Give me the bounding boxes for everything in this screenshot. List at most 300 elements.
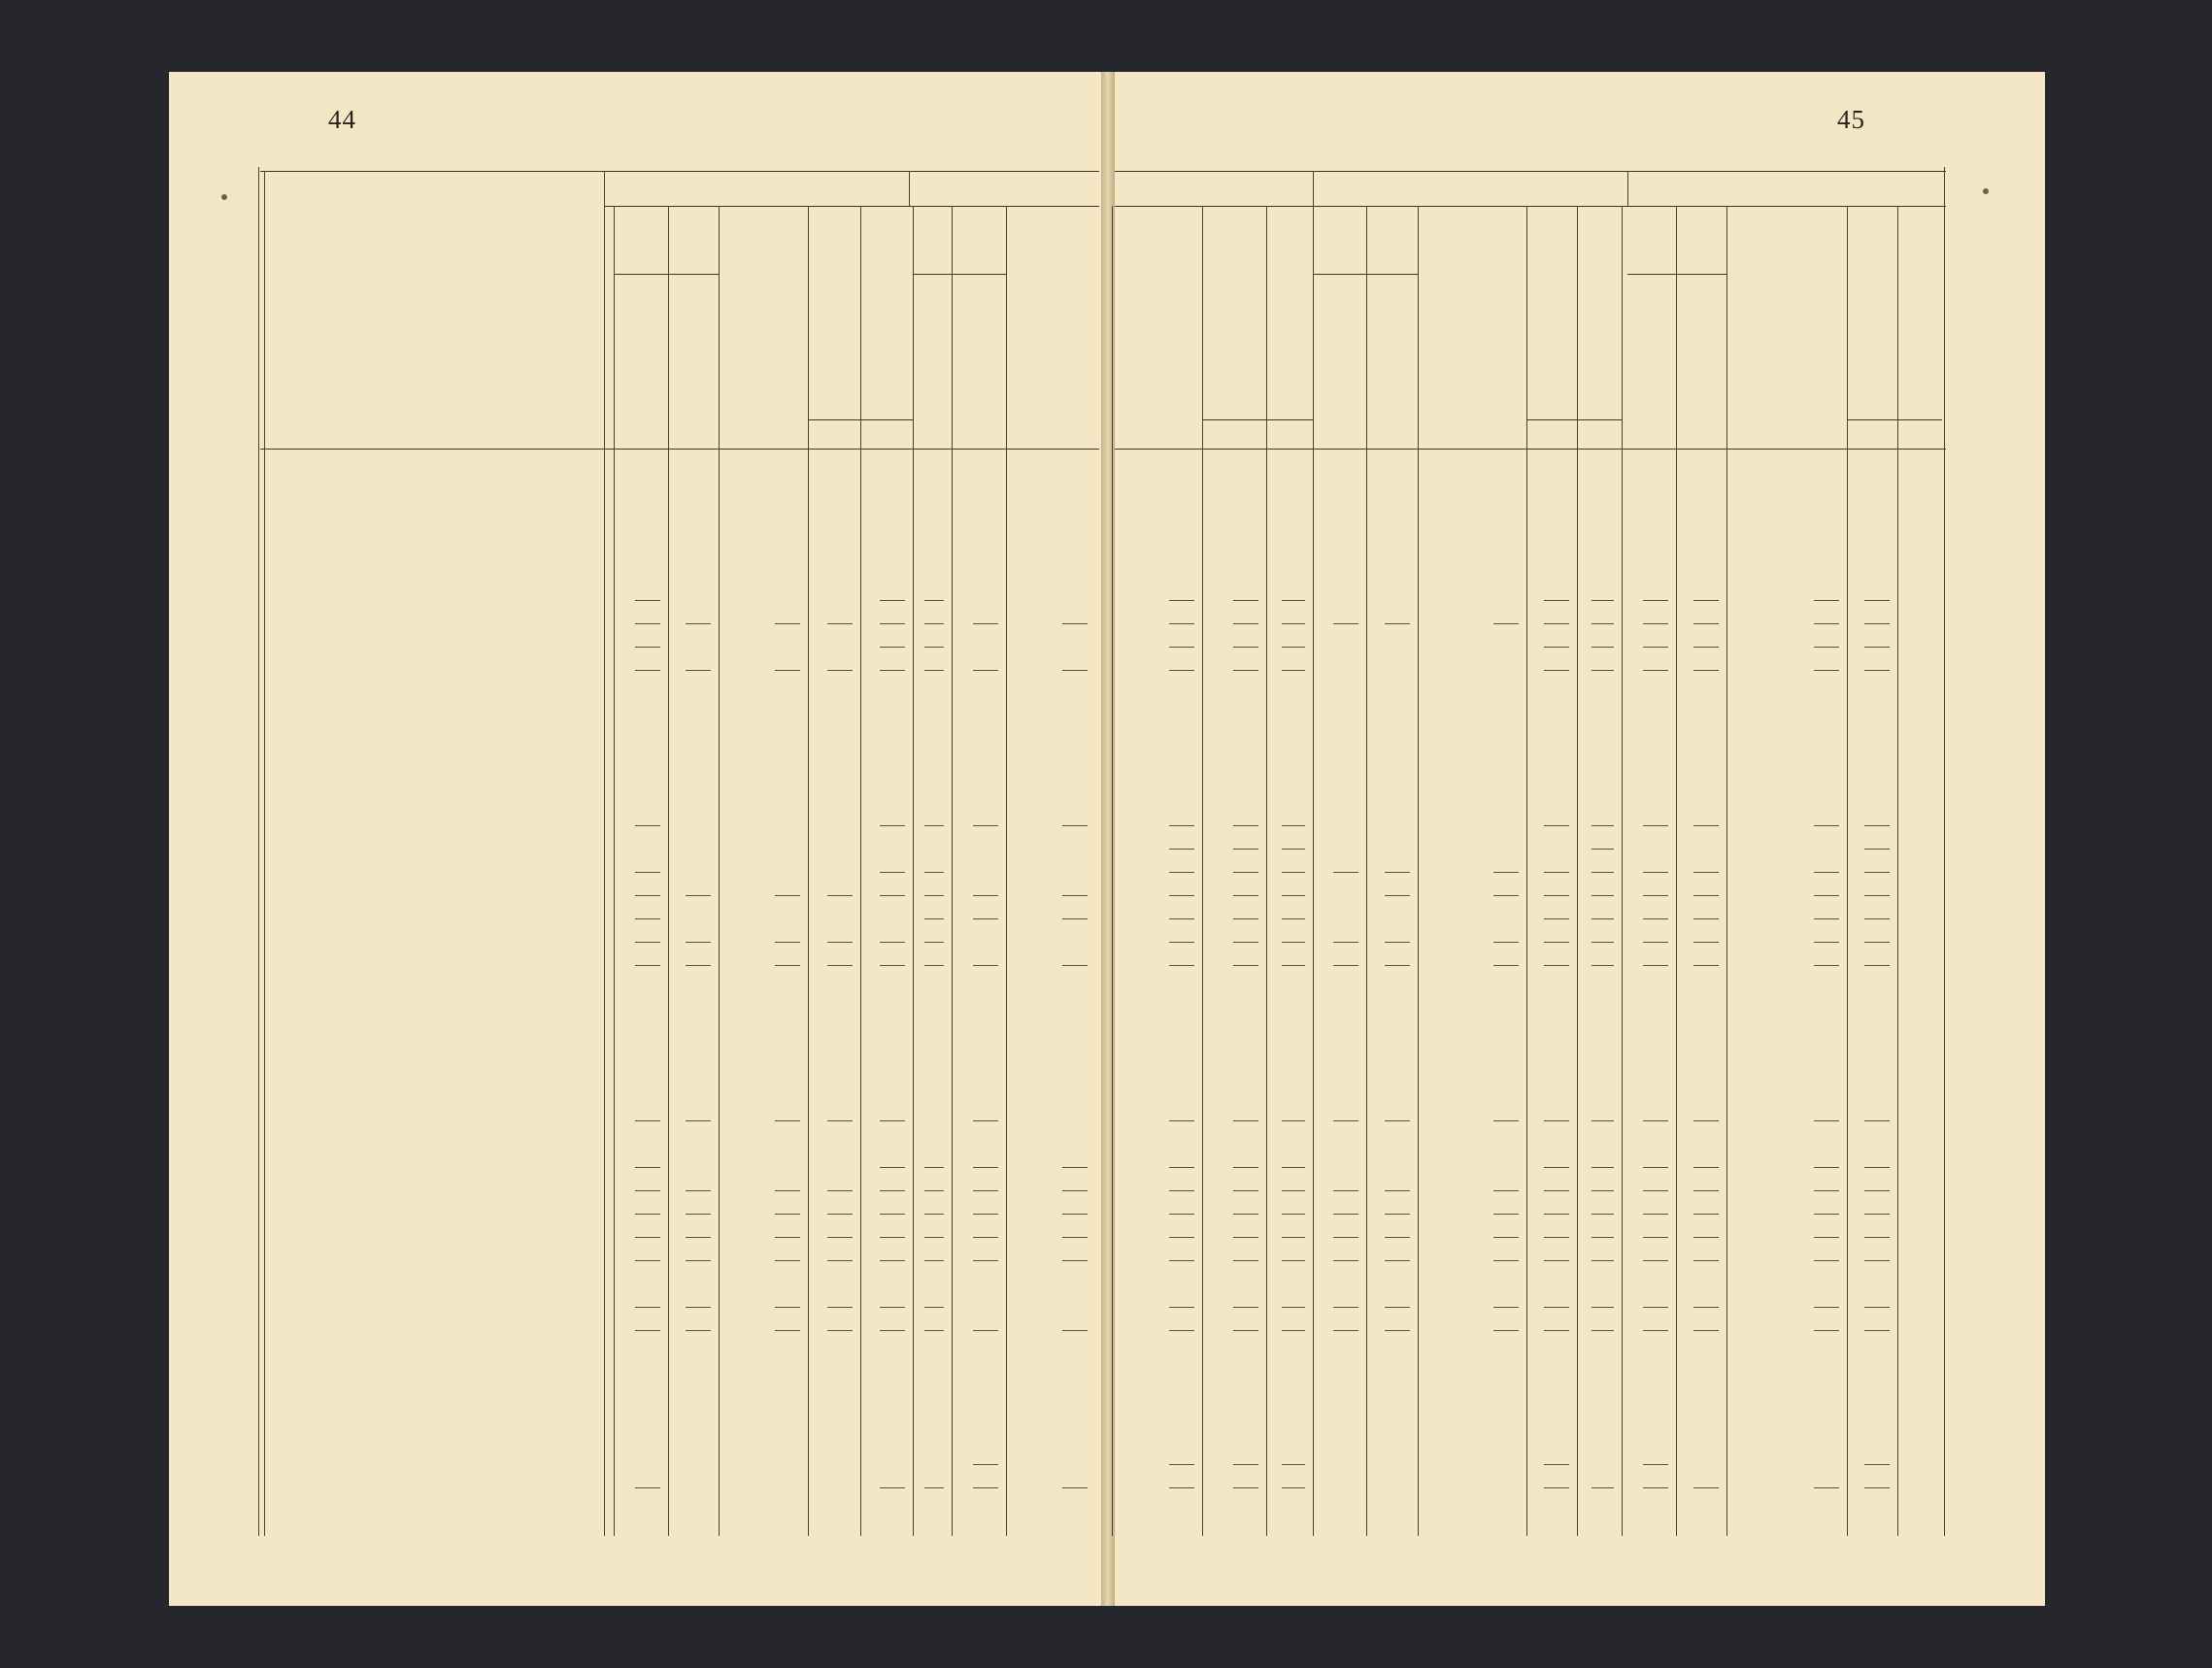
column-rule <box>1112 206 1113 1536</box>
empty-cell <box>1544 895 1569 896</box>
column-rule <box>604 171 605 1536</box>
subgroup-rule <box>913 274 1006 275</box>
empty-cell <box>1169 1167 1194 1168</box>
empty-cell <box>924 1167 944 1168</box>
empty-cell <box>973 1214 998 1215</box>
empty-cell <box>827 965 853 966</box>
empty-cell <box>1493 1214 1519 1215</box>
empty-cell <box>1693 1190 1719 1191</box>
empty-cell <box>1333 623 1358 624</box>
empty-cell <box>973 1237 998 1238</box>
empty-cell <box>1544 1330 1569 1331</box>
empty-cell <box>1062 623 1088 624</box>
empty-cell <box>1493 1260 1519 1261</box>
empty-cell <box>1493 623 1519 624</box>
empty-cell <box>1062 1330 1088 1331</box>
empty-cell <box>1592 647 1614 648</box>
empty-cell <box>1333 1190 1358 1191</box>
empty-cell <box>686 1330 711 1331</box>
empty-cell <box>1169 1260 1194 1261</box>
empty-cell <box>1169 1190 1194 1191</box>
empty-cell <box>880 965 905 966</box>
empty-cell <box>880 1167 905 1168</box>
empty-cell <box>635 918 660 919</box>
empty-cell <box>1864 1167 1890 1168</box>
empty-cell <box>635 1190 660 1191</box>
empty-cell <box>924 965 944 966</box>
column-rule <box>1418 206 1419 1536</box>
subgroup-rule <box>614 274 719 275</box>
empty-cell <box>1643 1464 1668 1465</box>
empty-cell <box>1233 1167 1258 1168</box>
group-rule-vertical <box>1313 171 1314 206</box>
empty-cell <box>924 1487 944 1488</box>
empty-cell <box>827 1330 853 1331</box>
empty-cell <box>924 670 944 671</box>
empty-cell <box>1814 1120 1839 1121</box>
empty-cell <box>635 1487 660 1488</box>
empty-cell <box>924 623 944 624</box>
empty-cell <box>1864 1120 1890 1121</box>
empty-cell <box>880 1307 905 1308</box>
empty-cell <box>1592 1190 1614 1191</box>
empty-cell <box>1544 600 1569 601</box>
empty-cell <box>775 1260 800 1261</box>
empty-cell <box>1333 1260 1358 1261</box>
column-rule <box>952 206 953 1536</box>
header-bottom-rule <box>1115 449 1946 450</box>
empty-cell <box>1169 872 1194 873</box>
empty-cell <box>1814 1260 1839 1261</box>
empty-cell <box>686 1120 711 1121</box>
empty-cell <box>1233 965 1258 966</box>
empty-cell <box>1814 895 1839 896</box>
empty-cell <box>1333 1307 1358 1308</box>
empty-cell <box>1385 1260 1410 1261</box>
page-number-right: 45 <box>1837 105 1865 134</box>
empty-cell <box>1233 849 1258 850</box>
empty-cell <box>1592 1167 1614 1168</box>
empty-cell <box>1233 1260 1258 1261</box>
empty-cell <box>775 1190 800 1191</box>
empty-cell <box>1643 872 1668 873</box>
empty-cell <box>827 623 853 624</box>
empty-cell <box>1282 670 1305 671</box>
empty-cell <box>1169 918 1194 919</box>
empty-cell <box>1643 965 1668 966</box>
empty-cell <box>1643 825 1668 826</box>
column-rule <box>913 206 914 1536</box>
table-left-border <box>264 171 265 1536</box>
empty-cell <box>1233 918 1258 919</box>
empty-cell <box>1169 623 1194 624</box>
empty-cell <box>1385 1237 1410 1238</box>
empty-cell <box>827 895 853 896</box>
table-right-border <box>1944 167 1945 1536</box>
empty-cell <box>1233 1464 1258 1465</box>
empty-cell <box>1814 623 1839 624</box>
empty-cell <box>1864 623 1890 624</box>
empty-cell <box>880 942 905 943</box>
empty-cell <box>1544 918 1569 919</box>
empty-cell <box>1544 1307 1569 1308</box>
column-rule <box>1577 206 1578 1536</box>
empty-cell <box>635 895 660 896</box>
empty-cell <box>880 1260 905 1261</box>
empty-cell <box>1169 1214 1194 1215</box>
empty-cell <box>1493 1307 1519 1308</box>
empty-cell <box>775 942 800 943</box>
empty-cell <box>880 1190 905 1191</box>
right-page <box>1113 72 2045 1606</box>
empty-cell <box>1333 1237 1358 1238</box>
empty-cell <box>1333 942 1358 943</box>
empty-cell <box>1233 942 1258 943</box>
empty-cell <box>686 1190 711 1191</box>
empty-cell <box>1282 825 1305 826</box>
empty-cell <box>686 670 711 671</box>
empty-cell <box>1282 965 1305 966</box>
empty-cell <box>1233 895 1258 896</box>
empty-cell <box>1233 1190 1258 1191</box>
empty-cell <box>827 1190 853 1191</box>
empty-cell <box>1592 623 1614 624</box>
empty-cell <box>827 942 853 943</box>
empty-cell <box>1333 1120 1358 1121</box>
empty-cell <box>1282 895 1305 896</box>
empty-cell <box>1864 918 1890 919</box>
empty-cell <box>1544 965 1569 966</box>
empty-cell <box>973 825 998 826</box>
empty-cell <box>1282 918 1305 919</box>
empty-cell <box>1233 670 1258 671</box>
empty-cell <box>1592 825 1614 826</box>
header-bottom-rule <box>260 449 1099 450</box>
empty-cell <box>1544 1190 1569 1191</box>
empty-cell <box>827 1260 853 1261</box>
empty-cell <box>1643 623 1668 624</box>
empty-cell <box>1169 1307 1194 1308</box>
empty-cell <box>1233 872 1258 873</box>
table-left-border <box>258 167 259 1536</box>
empty-cell <box>686 1307 711 1308</box>
empty-cell <box>1693 1330 1719 1331</box>
empty-cell <box>1693 1120 1719 1121</box>
empty-cell <box>1814 1237 1839 1238</box>
empty-cell <box>1814 600 1839 601</box>
empty-cell <box>1693 1167 1719 1168</box>
empty-cell <box>973 895 998 896</box>
column-rule <box>1313 206 1314 1536</box>
empty-cell <box>1864 895 1890 896</box>
empty-cell <box>1864 849 1890 850</box>
empty-cell <box>1643 1260 1668 1261</box>
empty-cell <box>1693 600 1719 601</box>
empty-cell <box>1062 895 1088 896</box>
empty-cell <box>924 918 944 919</box>
empty-cell <box>1169 942 1194 943</box>
empty-cell <box>1693 1307 1719 1308</box>
empty-cell <box>1544 1487 1569 1488</box>
empty-cell <box>924 1190 944 1191</box>
empty-cell <box>1693 647 1719 648</box>
empty-cell <box>1062 1214 1088 1215</box>
empty-cell <box>686 623 711 624</box>
empty-cell <box>1643 1214 1668 1215</box>
empty-cell <box>1282 647 1305 648</box>
empty-cell <box>1643 1190 1668 1191</box>
empty-cell <box>973 965 998 966</box>
column-rule <box>719 206 720 1536</box>
empty-cell <box>1814 942 1839 943</box>
empty-cell <box>1233 1237 1258 1238</box>
column-rule <box>1202 206 1203 1536</box>
empty-cell <box>635 670 660 671</box>
empty-cell <box>1643 1487 1668 1488</box>
empty-cell <box>1864 1260 1890 1261</box>
empty-cell <box>775 1237 800 1238</box>
empty-cell <box>1592 918 1614 919</box>
empty-cell <box>635 1120 660 1121</box>
empty-cell <box>1693 623 1719 624</box>
empty-cell <box>1385 1120 1410 1121</box>
empty-cell <box>1169 1464 1194 1465</box>
column-rule <box>1676 206 1677 1536</box>
empty-cell <box>924 1260 944 1261</box>
empty-cell <box>924 1214 944 1215</box>
empty-cell <box>686 1214 711 1215</box>
empty-cell <box>924 825 944 826</box>
empty-cell <box>1385 872 1410 873</box>
empty-cell <box>1282 600 1305 601</box>
empty-cell <box>973 623 998 624</box>
empty-cell <box>1544 1237 1569 1238</box>
empty-cell <box>1544 872 1569 873</box>
empty-cell <box>1385 623 1410 624</box>
empty-cell <box>1643 1120 1668 1121</box>
empty-cell <box>1282 1214 1305 1215</box>
group-rule-vertical <box>909 171 910 206</box>
table-top-rule <box>260 171 1099 172</box>
empty-cell <box>1693 1237 1719 1238</box>
empty-cell <box>827 1214 853 1215</box>
empty-cell <box>1592 895 1614 896</box>
empty-cell <box>1544 1167 1569 1168</box>
empty-cell <box>880 647 905 648</box>
empty-cell <box>1814 1214 1839 1215</box>
empty-cell <box>686 895 711 896</box>
empty-cell <box>880 623 905 624</box>
empty-cell <box>1169 965 1194 966</box>
empty-cell <box>1544 1120 1569 1121</box>
empty-cell <box>1233 1330 1258 1331</box>
empty-cell <box>1814 1307 1839 1308</box>
empty-cell <box>1592 965 1614 966</box>
empty-cell <box>880 872 905 873</box>
empty-cell <box>973 1190 998 1191</box>
empty-cell <box>1814 918 1839 919</box>
empty-cell <box>1592 1260 1614 1261</box>
empty-cell <box>1233 1214 1258 1215</box>
empty-cell <box>1864 1487 1890 1488</box>
empty-cell <box>1062 918 1088 919</box>
empty-cell <box>1169 1120 1194 1121</box>
empty-cell <box>880 1330 905 1331</box>
column-rule <box>1006 206 1007 1536</box>
group-rule-vertical <box>1627 171 1628 206</box>
column-rule <box>1622 206 1623 1536</box>
empty-cell <box>924 1237 944 1238</box>
empty-cell <box>1282 1260 1305 1261</box>
empty-cell <box>1693 918 1719 919</box>
column-rule <box>808 206 809 1536</box>
empty-cell <box>973 1464 998 1465</box>
empty-cell <box>1233 1120 1258 1121</box>
group-rule <box>1115 206 1946 207</box>
empty-cell <box>1282 1190 1305 1191</box>
empty-cell <box>1493 1120 1519 1121</box>
empty-cell <box>1333 1214 1358 1215</box>
empty-cell <box>827 670 853 671</box>
empty-cell <box>1864 825 1890 826</box>
empty-cell <box>1282 1464 1305 1465</box>
empty-cell <box>1493 1190 1519 1191</box>
empty-cell <box>686 942 711 943</box>
empty-cell <box>1544 1464 1569 1465</box>
empty-cell <box>1544 647 1569 648</box>
empty-cell <box>1592 1330 1614 1331</box>
empty-cell <box>1592 670 1614 671</box>
empty-cell <box>1385 1190 1410 1191</box>
empty-cell <box>1493 965 1519 966</box>
empty-cell <box>1169 600 1194 601</box>
empty-cell <box>1062 965 1088 966</box>
empty-cell <box>775 965 800 966</box>
empty-cell <box>1643 600 1668 601</box>
empty-cell <box>775 1307 800 1308</box>
empty-cell <box>1282 623 1305 624</box>
column-rule <box>1526 206 1527 1536</box>
empty-cell <box>1233 1307 1258 1308</box>
empty-cell <box>1385 895 1410 896</box>
binding-hole <box>221 194 227 200</box>
empty-cell <box>1864 942 1890 943</box>
empty-cell <box>1814 1167 1839 1168</box>
empty-cell <box>1693 670 1719 671</box>
empty-cell <box>1385 942 1410 943</box>
empty-cell <box>1592 872 1614 873</box>
empty-cell <box>635 1167 660 1168</box>
empty-cell <box>1814 872 1839 873</box>
table-top-rule <box>1115 171 1946 172</box>
page-number-left: 44 <box>328 105 356 134</box>
empty-cell <box>924 942 944 943</box>
empty-cell <box>775 623 800 624</box>
empty-cell <box>1643 918 1668 919</box>
empty-cell <box>635 1307 660 1308</box>
empty-cell <box>635 1214 660 1215</box>
empty-cell <box>1693 1487 1719 1488</box>
empty-cell <box>1643 1167 1668 1168</box>
column-rule <box>1726 206 1727 1536</box>
empty-cell <box>1693 895 1719 896</box>
empty-cell <box>635 872 660 873</box>
empty-cell <box>1062 1167 1088 1168</box>
empty-cell <box>1592 1237 1614 1238</box>
subgroup-rule <box>1627 274 1726 275</box>
empty-cell <box>1282 942 1305 943</box>
empty-cell <box>1544 1214 1569 1215</box>
empty-cell <box>973 670 998 671</box>
empty-cell <box>1864 647 1890 648</box>
empty-cell <box>1592 1307 1614 1308</box>
empty-cell <box>1385 1214 1410 1215</box>
empty-cell <box>1592 1214 1614 1215</box>
m-zh-rule <box>1847 419 1942 420</box>
empty-cell <box>1233 1487 1258 1488</box>
empty-cell <box>1169 1237 1194 1238</box>
empty-cell <box>880 1237 905 1238</box>
empty-cell <box>686 1237 711 1238</box>
empty-cell <box>1544 1260 1569 1261</box>
empty-cell <box>827 1237 853 1238</box>
empty-cell <box>1814 647 1839 648</box>
empty-cell <box>1062 825 1088 826</box>
empty-cell <box>1814 965 1839 966</box>
empty-cell <box>635 1260 660 1261</box>
empty-cell <box>635 623 660 624</box>
column-rule <box>1266 206 1267 1536</box>
empty-cell <box>880 1214 905 1215</box>
empty-cell <box>1814 825 1839 826</box>
left-page <box>169 72 1105 1606</box>
empty-cell <box>1814 1190 1839 1191</box>
empty-cell <box>924 600 944 601</box>
empty-cell <box>1864 1237 1890 1238</box>
empty-cell <box>1282 1237 1305 1238</box>
m-zh-rule <box>1202 419 1313 420</box>
empty-cell <box>1282 1330 1305 1331</box>
empty-cell <box>1169 1487 1194 1488</box>
empty-cell <box>1169 647 1194 648</box>
empty-cell <box>1385 1330 1410 1331</box>
empty-cell <box>1169 670 1194 671</box>
empty-cell <box>1693 1260 1719 1261</box>
empty-cell <box>827 1307 853 1308</box>
empty-cell <box>880 600 905 601</box>
empty-cell <box>924 872 944 873</box>
column-rule <box>1366 206 1367 1536</box>
empty-cell <box>1062 1237 1088 1238</box>
empty-cell <box>775 1120 800 1121</box>
empty-cell <box>1693 825 1719 826</box>
empty-cell <box>1062 1260 1088 1261</box>
empty-cell <box>1169 849 1194 850</box>
empty-cell <box>1864 872 1890 873</box>
empty-cell <box>1493 1330 1519 1331</box>
m-zh-rule <box>808 419 913 420</box>
empty-cell <box>1643 647 1668 648</box>
empty-cell <box>635 942 660 943</box>
empty-cell <box>1544 942 1569 943</box>
empty-cell <box>1643 1237 1668 1238</box>
empty-cell <box>973 1167 998 1168</box>
empty-cell <box>1864 670 1890 671</box>
empty-cell <box>1693 965 1719 966</box>
empty-cell <box>1814 1487 1839 1488</box>
empty-cell <box>1169 1330 1194 1331</box>
empty-cell <box>924 647 944 648</box>
